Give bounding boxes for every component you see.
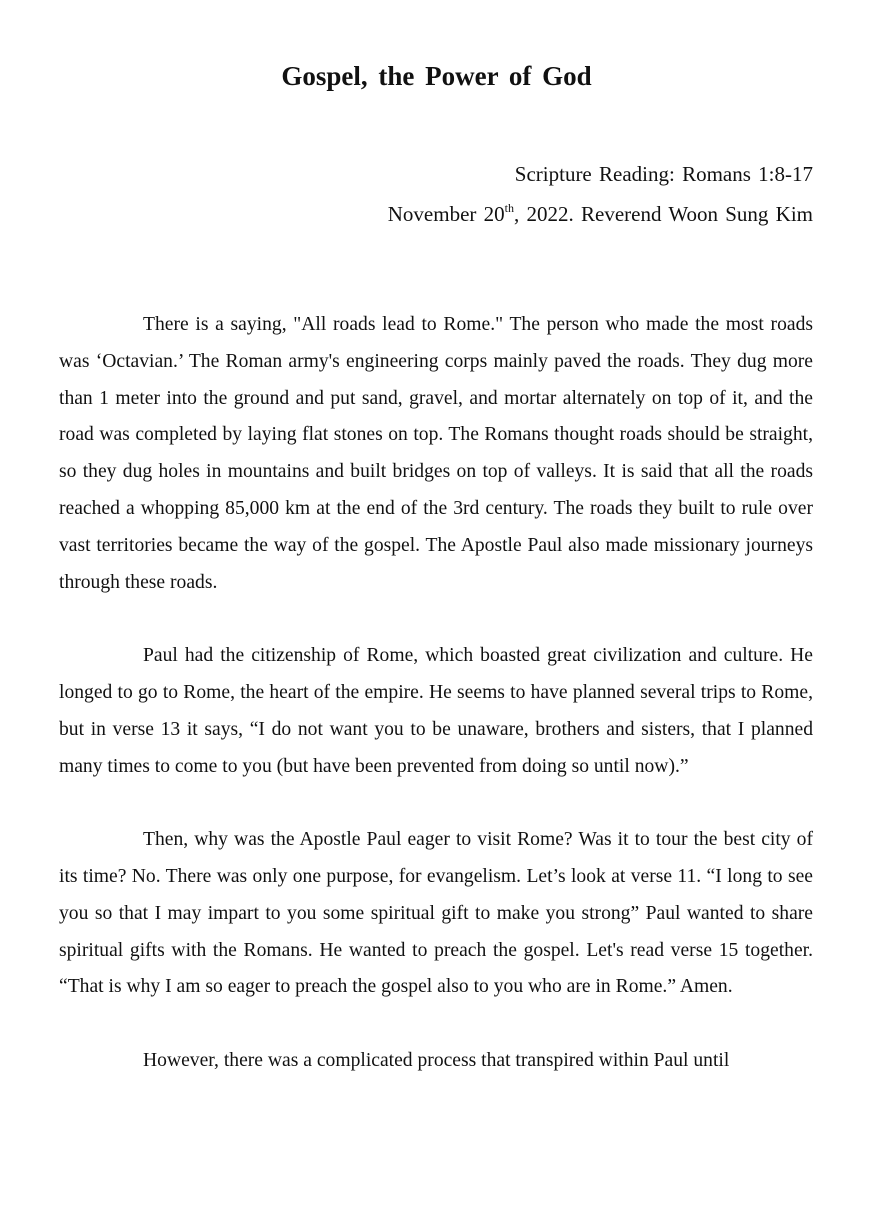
scripture-reading: Scripture Reading: Romans 1:8-17 <box>514 162 813 186</box>
paragraph-2: Paul had the citizenship of Rome, which boasted great civilization and culture. He longed to go to Rome, the heart of the empire. He seems to have planned several trips to Rome, but in verse 13 it says, “I do not want you to be unaware, brothers and sisters, that I planned many times to come to you (but have been prevented from doing so until now).” <box>59 645 813 777</box>
date-ordinal-suffix: th <box>504 201 514 215</box>
paragraph-4: However, there was a complicated process that transpired within Paul until <box>143 1049 730 1071</box>
date-day: November 20 <box>387 202 505 226</box>
document-body <box>59 307 813 1117</box>
document-title: Gospel, the Power of God <box>281 61 592 91</box>
paragraph-3: Then, why was the Apostle Paul eager to visit Rome? Was it to tour the best city of its time? No. There was only one purpose, for evangelism. Let’s look at verse 11. “I long to see you so that I may impart to you some spiritual gift to make you strong” Paul wanted to share spiritual gifts with the Romans. He wanted to preach the gospel. Let's read verse 15 together. “That is why I am so eager to preach the gospel also to you who are in Rome.” Amen. <box>59 829 813 998</box>
date-year-author: , 2022. Reverend Woon Sung Kim <box>514 202 813 226</box>
paragraph-1: There is a saying, "All roads lead to Rome." The person who made the most roads was ‘Octavian.’ The Roman army's engineering corps mainly paved the roads. They dug more than 1 meter into the ground and put sand, gravel, and mortar alternately on top of it, and the road was completed by laying flat stones on top. The Romans thought roads should be straight, so they dug holes in mountains and built bridges on top of valleys. It is said that all the roads reached a whopping 85,000 km at the end of the 3rd century. The roads they built to rule over vast territories became the way of the gospel. The Apostle Paul also made missionary journeys through these roads. <box>59 314 813 593</box>
sermon-date-author <box>388 194 813 234</box>
sermon-meta <box>388 154 813 234</box>
